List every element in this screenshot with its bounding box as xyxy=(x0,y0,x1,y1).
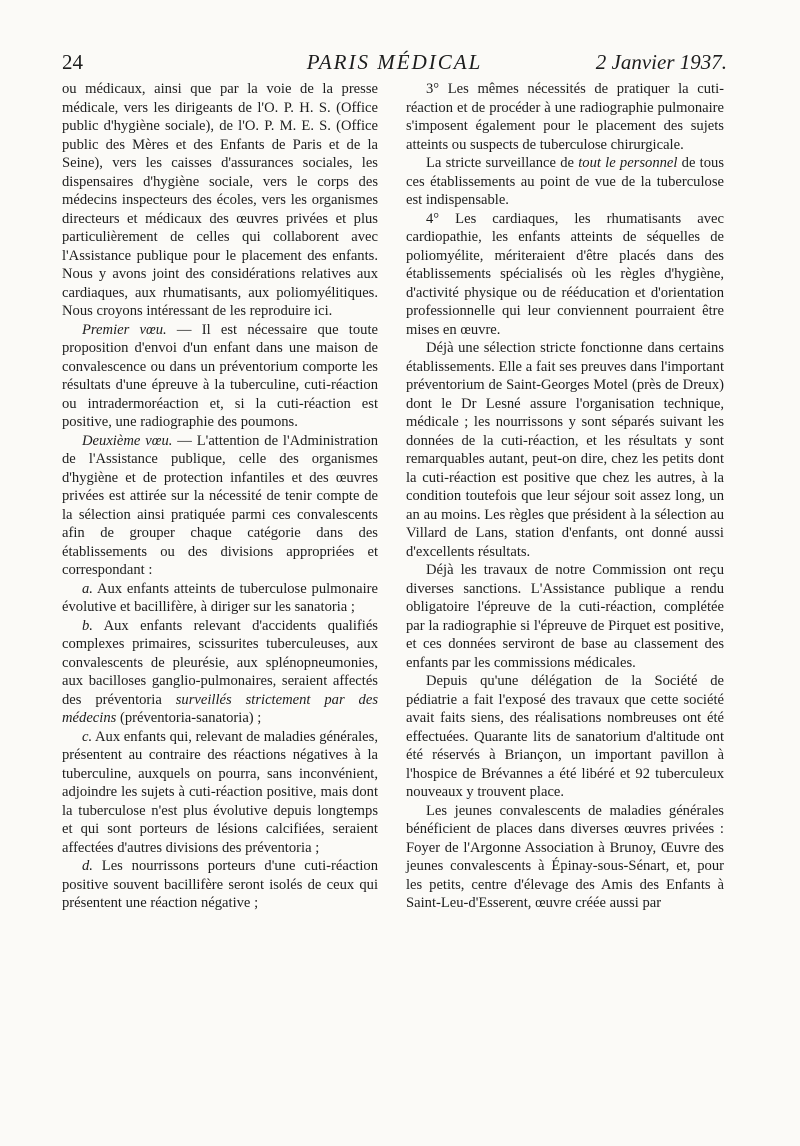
paragraph: 4° Les cardiaques, les rhumatisants avec cardiopathie, les enfants atteints de séquelles de poliomyélite, mériteraient d'être placés dans des établissements spécialisés où les règles d'hygiène, d'activité physique ou de rééducation et d'orientation professionnelle qui leur conviennent pourraient être mises en œuvre. xyxy=(406,210,724,338)
emphasis-text: tout le personnel xyxy=(578,155,678,171)
list-text: Aux enfants relevant d'accidents qualifiés complexes primaires, scissurites tuberculeuses, aux convalescents de pleurésie, aux splénopneumonies, aux bacilloses ganglio-pulmonaires, seraient affectés des préventoria xyxy=(62,617,378,708)
list-text: Aux enfants atteints de tuberculose pulmonaire évolutive et bacillifère, à diriger sur les sanatoria ; xyxy=(62,580,378,615)
paragraph: Depuis qu'une délégation de la Société de pédiatrie a fait l'exposé des travaux que cette société avait faits siens, des réalisations nombreuses ont été effectuées. Quarante lits de sanatorium d'altitude ont été réservés à Briançon, un important pavillon à l'hospice de Brévannes a été libéré et 92 tuberculeux nouveaux y trouvent place. xyxy=(406,673,724,800)
voeu-text: — L'attention de l'Administration de l'Assistance publique, celle des organismes d'hygiène et de protection infantiles et des œuvres privées est attirée sur la nécessité de tenir compte de la sélection ainsi pratiquée parmi ces convalescents afin de grouper chaque catégorie dans des établissements ou des divisions appropriées et correspondant : xyxy=(62,432,378,578)
emphasis-text: surveillés strictement par des médecins xyxy=(62,691,379,726)
paragraph: ou médicaux, ainsi que par la voie de la presse médicale, vers les dirigeants de l'O. P. H. S. (Office public d'hygiène sociale), de l'O. P. M. E. S. (Office public des Mères et des Enfants de Paris et de la Seine), vers les caisses d'assurances sociales, les dispensaires d'hygiène sociale, vers le corps des médecins inspecteurs des écoles, vers les organismes directeurs et médicaux des œuvres privées et plus particulièrement de celles qui collaborent avec l'Assistance publique pour le placement des enfants. Nous y avons joint des considérations relatives aux cardiaques, aux rhumatisants, aux poliomyélitiques. Nous croyons intéressant de les reproduire ici. xyxy=(62,81,378,319)
voeu-label: Deuxième vœu. xyxy=(82,432,173,449)
paragraph: Déjà les travaux de notre Commission ont reçu diverses sanctions. L'Assistance publique a rendu obligatoire l'épreuve de la cuti-réaction, complétée par la radiographie si l'épreuve de Pirquet est positive, et ces données serviront de base au classement des enfants par les commissions médicales. xyxy=(406,562,724,671)
list-marker: b. xyxy=(82,617,93,634)
list-text: Aux enfants qui, relevant de maladies générales, présentent au contraire des réactions négatives à la tuberculine, auxquels on pourra, sans inconvénient, adjoindre les sujets à cuti-réaction positive, mais dont la tuberculose n'est plus évolutive depuis longtemps et qui sont porteurs de lésions calcifiées, seraient affectées d'autres divisions des préventoria ; xyxy=(62,728,378,856)
list-marker: c. xyxy=(82,728,93,745)
deuxieme-voeu-paragraph xyxy=(62,432,378,580)
paragraph-text: de tous ces établissements au point de vue de la tuberculose est indispensable. xyxy=(406,155,724,208)
paragraph: Les jeunes convalescents de maladies générales bénéficient de places dans diverses œuvres privées : Foyer de l'Argonne Association à Brunoy, Œuvre des jeunes convalescents à Épinay-sous-Sénart, et, pour les petits, centre d'élevage des Amis des Enfants à Saint-Leu-d'Esserent, œuvre créée aussi par xyxy=(406,802,724,911)
issue-date: 2 Janvier 1937. xyxy=(595,50,727,74)
list-marker: a. xyxy=(82,580,93,597)
list-marker: d. xyxy=(82,858,93,874)
paragraph: Déjà une sélection stricte fonctionne dans certains établissements. Elle a fait ses preuves dans l'important préventorium de Saint-Georges Motel (près de Dreux) dont le Dr Lesné assure l'organisation technique, médicale ; les nourrissons y sont séparés suivant les données de la cuti-réaction, et les résultats y sont remarquables autant, peut-on dire, chez les petits dont la cuti-réaction est positive que chez les autres, à la condition toutefois que leur séjour soit assez long, un an au moins. Les règles que président à la sélection au Villard de Lans, station d'enfants, ont donné aussi d'excellents résultats. xyxy=(406,340,724,560)
list-item-b xyxy=(62,617,378,728)
page-header xyxy=(62,50,727,76)
journal-title: PARIS MÉDICAL xyxy=(306,50,483,74)
voeu-label: Premier vœu. xyxy=(82,321,167,338)
list-item-c xyxy=(62,728,378,858)
premier-voeu-paragraph xyxy=(62,321,378,432)
voeu-text: — Il est nécessaire que toute proposition d'envoi d'un enfant dans une maison de convalescence ou dans un préventorium comporte les résultats d'une épreuve à la tuberculine, cuti-réaction ou intradermoréaction et, si la cuti-réaction est positive, une radiographie des poumons. xyxy=(62,321,378,430)
paragraph-text: La stricte surveillance de xyxy=(426,155,579,171)
list-item-d xyxy=(62,857,378,913)
left-column xyxy=(62,80,378,913)
paragraph: 3° Les mêmes nécessités de pratiquer la cuti-réaction et de procéder à une radiographie pulmonaire s'imposent également pour le placement des sujets atteints ou suspects de tuberculose chirurgicale. xyxy=(406,81,724,153)
paragraph xyxy=(406,154,724,210)
list-item-a xyxy=(62,580,378,617)
right-column xyxy=(406,80,724,913)
list-text: Les nourrissons porteurs d'une cuti-réaction positive souvent bacillifère seront isolés de ceux qui présentent une réaction négative ; xyxy=(62,858,378,911)
list-text: (préventoria-sanatoria) ; xyxy=(116,710,262,726)
page-number: 24 xyxy=(62,50,83,74)
